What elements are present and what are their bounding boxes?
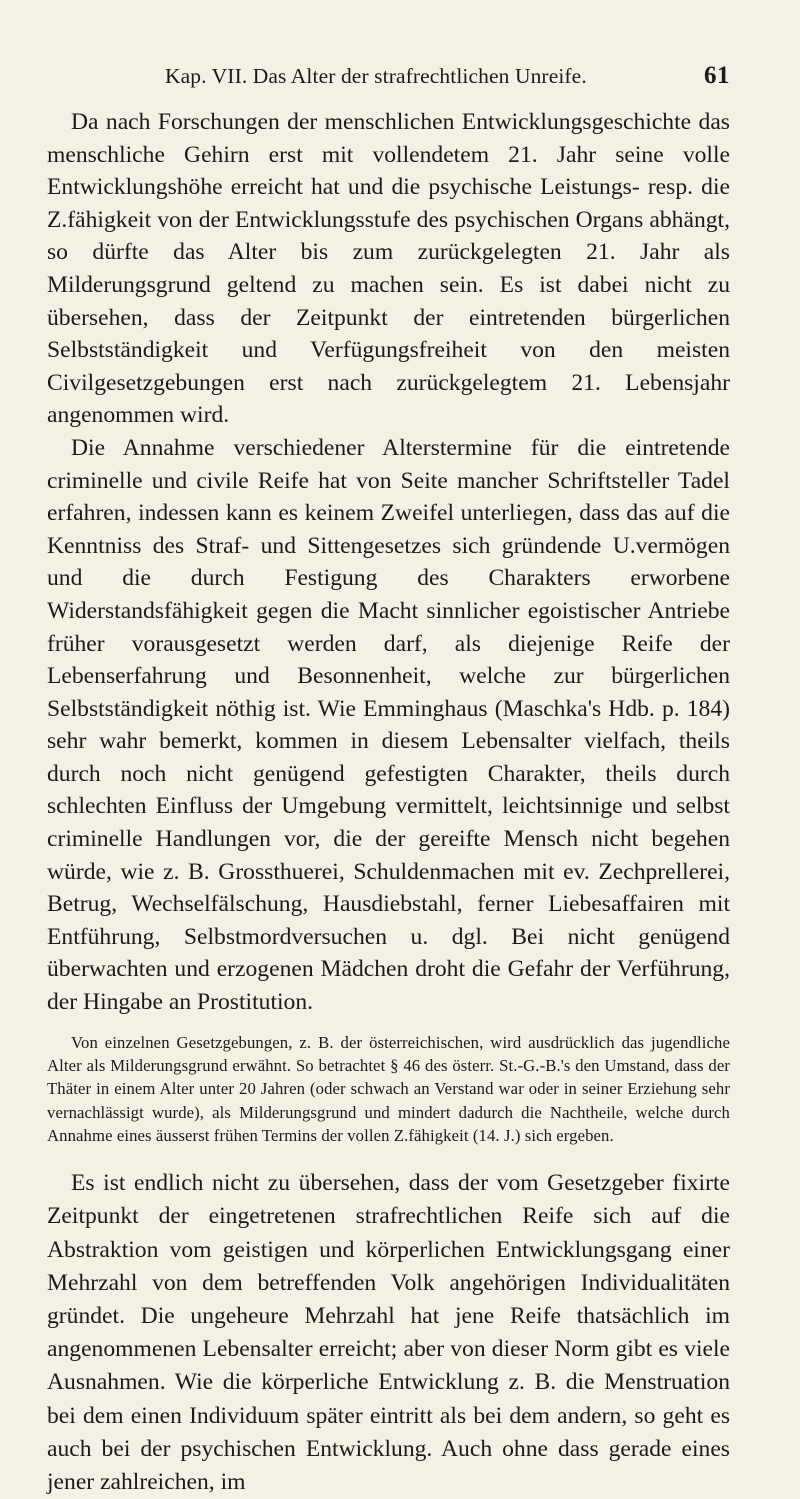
page-number: 61 xyxy=(704,62,730,89)
paragraph-2: Die Annahme verschiedener Alterstermine für die eintretende criminelle und civile Reife hat von Seite mancher Schriftsteller Tadel erfahren, indessen kann es keinem Zweifel unterliegen, dass das auf die Kenntniss des Straf- und Sittengesetzes sich gründende U.vermögen und die durch Festigung des Charakters erworbene Widerstandsfähigkeit gegen die Macht sinnlicher egoistischer Antriebe früher vorausgesetzt werden darf, als diejenige Reife der Lebenserfahrung und Besonnenheit, welche zur bürgerlichen Selbstständigkeit nöthig ist. Wie Emminghaus (Maschka's Hdb. p. 184) sehr wahr bemerkt, kommen in diesem Lebensalter vielfach, theils durch noch nicht genügend gefestigten Charakter, theils durch schlechten Einfluss der Umgebung vermittelt, leichtsinnige und selbst criminelle Handlungen vor, die der gereifte Mensch nicht begehen würde, wie z. B. Grossthuerei, Schuldenmachen mit ev. Zechprellerei, Betrug, Wechselfälschung, Hausdiebstahl, ferner Liebesaffairen mit Entführung, Selbstmordversuchen u. dgl. Bei nicht genügend überwachten und erzogenen Mädchen droht die Gefahr der Verführung, der Hingabe an Prostitution. xyxy=(47,434,730,1016)
paragraph-1: Da nach Forschungen der menschlichen Entwicklungsgeschichte das menschliche Gehirn erst mit vollendetem 21. Jahr seine volle Entwicklungshöhe erreicht hat und die psychische Leistungs- resp. die Z.fähigkeit von der Entwicklungsstufe des psychischen Organs abhängt, so dürfte das Alter bis zum zurückgelegten 21. Jahr als Milderungsgrund geltend zu machen sein. Es ist dabei nicht zu übersehen, dass der Zeitpunkt der eintretenden bürgerlichen Selbstständigkeit und Verfügungsfreiheit von den meisten Civilgesetzgebungen erst nach zurückgelegtem 21. Lebensjahr angenommen wird. xyxy=(47,109,730,429)
footnote: Von einzelnen Gesetzgebungen, z. B. der österreichischen, wird ausdrücklich das jugendliche Alter als Milderungsgrund erwähnt. So betrachtet § 46 des österr. St.-G.-B.'s den Umstand, dass der Thäter in einem Alter unter 20 Jahren (oder schwach an Verstand war oder in seiner Erziehung sehr vernachlässigt wurde), als Milderungsgrund und mindert dadurch die Nachtheile, welche durch Annahme eines äusserst frühen Termins der vollen Z.fähigkeit (14. J.) sich ergeben. xyxy=(47,1032,730,1145)
paragraph-3: Es ist endlich nicht zu übersehen, dass der vom Gesetzgeber fixirte Zeitpunkt der eingetretenen strafrechtlichen Reife sich auf die Abstraktion vom geistigen und körperlichen Entwicklungsgang einer Mehrzahl von dem betreffenden Volk angehörigen Individualitäten gründet. Die ungeheure Mehrzahl hat jene Reife thatsächlich im angenommenen Lebensalter erreicht; aber von dieser Norm gibt es viele Ausnahmen. Wie die körperliche Entwicklung z. B. die Menstruation bei dem einen Individuum später eintritt als bei dem andern, so geht es auch bei der psychischen Entwicklung. Auch ohne dass gerade eines jener zahlreichen, im xyxy=(47,1170,730,1495)
running-head xyxy=(47,62,730,92)
chapter-title: Kap. VII. Das Alter der strafrechtlichen Unreife. xyxy=(165,64,587,88)
